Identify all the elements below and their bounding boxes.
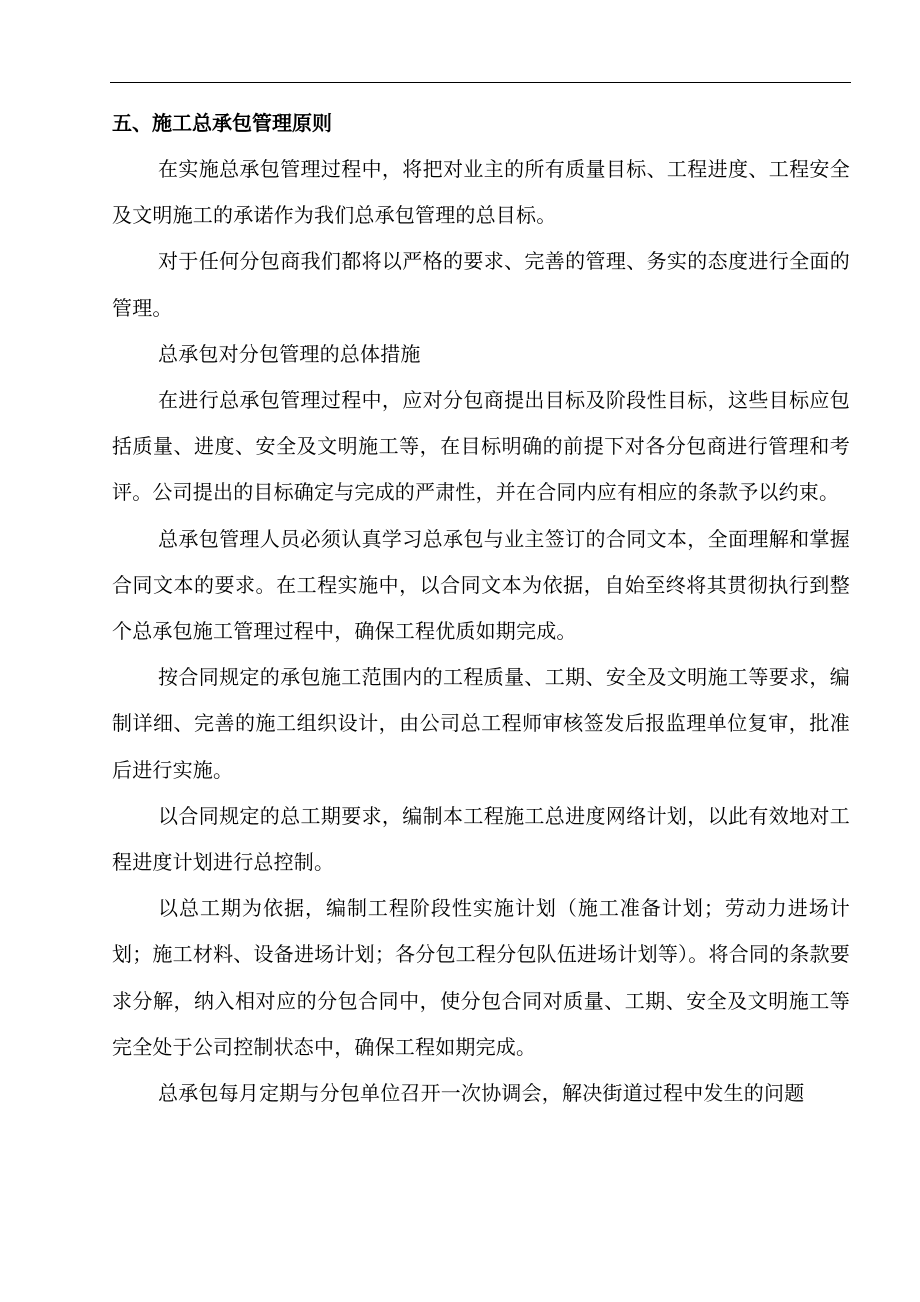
paragraph-2: 对于任何分包商我们都将以严格的要求、完善的管理、务实的态度进行全面的管理。 [112, 249, 850, 320]
paragraph-8: 以总工期为依据，编制工程阶段性实施计划（施工准备计划；劳动力进场计划；施工材料、设备进场计划；各分包工程分包队伍进场计划等）。将合同的条款要求分解，纳入相对应的分包合同中，使分包合同对质量、工期、安全及文明施工等完全处于公司控制状态中，确保工程如期完成。 [112, 896, 850, 1059]
section-heading: 五、施工总承包管理原则 [112, 111, 332, 135]
paragraph-4: 在进行总承包管理过程中，应对分包商提出目标及阶段性目标，这些目标应包括质量、进度、安全及文明施工等，在目标明确的前提下对各分包商进行管理和考评。公司提出的目标确定与完成的严肃性，并在合同内应有相应的条款予以约束。 [112, 388, 850, 505]
paragraph-3: 总承包对分包管理的总体措施 [158, 341, 421, 366]
paragraph-9: 总承包每月定期与分包单位召开一次协调会，解决街道过程中发生的问题 [158, 1081, 805, 1106]
paragraph-6: 按合同规定的承包施工范围内的工程质量、工期、安全及文明施工等要求，编制详细、完善的施工组织设计，由公司总工程师审核签发后报监理单位复审，批准后进行实施。 [112, 665, 850, 782]
header-rule [110, 82, 851, 83]
document-body [112, 100, 850, 1116]
paragraph-7: 以合同规定的总工期要求，编制本工程施工总进度网络计划，以此有效地对工程进度计划进行总控制。 [112, 803, 850, 875]
paragraph-1: 在实施总承包管理过程中，将把对业主的所有质量目标、工程进度、工程安全及文明施工的承诺作为我们总承包管理的总目标。 [112, 157, 850, 228]
paragraph-5: 总承包管理人员必须认真学习总承包与业主签订的合同文本，全面理解和掌握合同文本的要求。在工程实施中，以合同文本为依据，自始至终将其贯彻执行到整个总承包施工管理过程中，确保工程优质如期完成。 [112, 526, 850, 644]
